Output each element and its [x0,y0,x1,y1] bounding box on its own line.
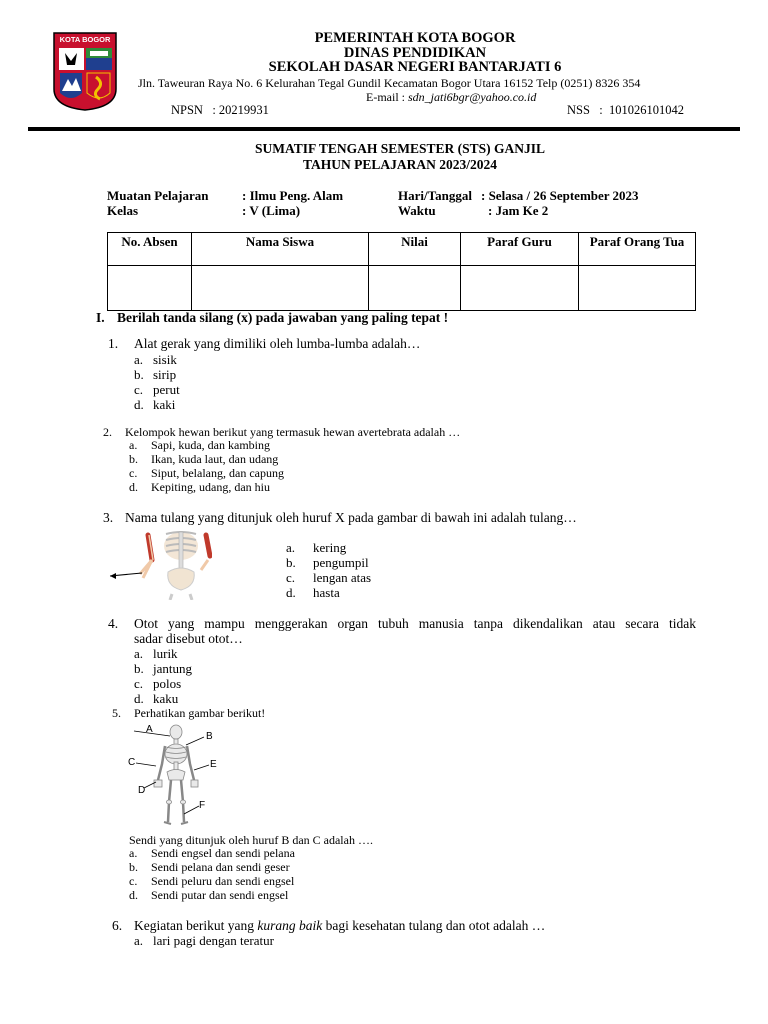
question-6-number: 6. [112,918,123,933]
time-value: : Jam Ke 2 [488,203,549,218]
time-label: Waktu [398,203,436,218]
q6-option-a[interactable]: a. lari pagi dengan teratur [134,933,274,948]
question-2-text: Kelompok hewan berikut yang termasuk hewan avertebrata adalah … [125,425,461,439]
subject-value: : Ilmu Peng. Alam [242,188,344,203]
q4-option-d[interactable]: d. kaku [134,691,179,706]
q3-option-b[interactable]: b. pengumpil [286,555,369,570]
exam-year: TAHUN PELAJARAN 2023/2024 [302,157,497,172]
question-2-number: 2. [103,425,112,439]
q3-option-d[interactable]: d. hasta [286,585,340,600]
question-3-number: 3. [103,510,114,525]
skeleton-label-f: F [199,800,206,811]
skeleton-label-d: D [138,785,146,796]
full-skeleton-figure [124,722,224,828]
section-instruction: Berilah tanda silang (x) pada jawaban yang paling tepat ! [117,310,449,325]
header-nss: NSS : 101026101042 [567,103,685,117]
question-5-number: 5. [112,706,121,720]
q5-option-d[interactable]: d. Sendi putar dan sendi engsel [129,888,289,902]
question-4-text-line2: sadar disebut otot… [134,631,243,646]
header-paraf-guru: Paraf Guru [461,233,579,266]
q4-option-b[interactable]: b. jantung [134,661,192,676]
email-address: sdn_jati6bgr@yahoo.co.id [408,90,537,104]
question-6-emphasis: kurang baik [257,918,323,933]
q2-option-d[interactable]: d. Kepiting, udang, dan hiu [129,480,270,494]
q2-option-b[interactable]: b. Ikan, kuda laut, dan udang [129,452,279,466]
question-1-number: 1. [108,336,119,351]
skeleton-label-c: C [128,757,136,768]
skeleton-label-b: B [206,731,213,742]
cell-nilai[interactable] [369,266,461,311]
question-4-number: 4. [108,616,119,631]
question-4-text-line1: Otot yang mampu menggerakan organ tubuh manusia tanpa dikendalikan atau secara tidak [134,616,696,631]
cell-no-absen[interactable] [108,266,192,311]
student-identity-table [107,232,696,311]
header-nama-siswa: Nama Siswa [192,233,369,266]
q4-option-c[interactable]: c. polos [134,676,182,691]
q5-option-c[interactable]: c. Sendi peluru dan sendi engsel [129,874,295,888]
header-address: Jln. Taweuran Raya No. 6 Kelurahan Tegal Gundil Kecamatan Bogor Utara 16152 Telp (0251) 8326 354 [138,76,641,90]
exam-title: SUMATIF TENGAH SEMESTER (STS) GANJIL [254,141,546,156]
q1-option-d[interactable]: d. kaki [134,397,176,412]
arm-skeleton-figure [108,530,212,600]
header-email [366,90,536,104]
class-label: Kelas [107,203,139,218]
table-row [108,266,696,311]
q3-option-c[interactable]: c. lengan atas [286,570,372,585]
header-nilai: Nilai [369,233,461,266]
header-department: DINAS PENDIDIKAN [343,45,487,61]
logo-text: KOTA BOGOR [59,35,111,44]
arm-bone-illustration-icon [108,530,212,600]
q3-option-a[interactable]: a. kering [286,540,347,555]
q2-option-a[interactable]: a. Sapi, kuda, dan kambing [129,438,270,452]
email-label: E-mail : [366,90,408,104]
skeleton-label-e: E [210,759,217,770]
school-logo [52,31,118,111]
q4-option-a[interactable]: a. lurik [134,646,178,661]
day-value: : Selasa / 26 September 2023 [481,188,639,203]
skeleton-label-a: A [146,724,153,735]
q1-option-b[interactable]: b. sirip [134,367,177,382]
header-government: PEMERINTAH KOTA BOGOR [314,30,516,46]
header-npsn: NPSN : 20219931 [171,103,269,117]
header-no-absen: No. Absen [108,233,192,266]
class-value: : V (Lima) [242,203,301,218]
question-5-subtext: Sendi yang ditunjuk oleh huruf B dan C adalah …. [129,833,373,847]
question-1-text: Alat gerak yang dimiliki oleh lumba-lumba adalah… [134,336,421,351]
cell-nama-siswa[interactable] [192,266,369,311]
header-paraf-orang-tua [579,233,696,266]
section-number: I. [96,310,105,325]
header-paraf-orang-tua-text: Paraf Orang Tua [589,234,685,249]
question-3-text: Nama tulang yang ditunjuk oleh huruf X pada gambar di bawah ini adalah tulang… [125,510,577,525]
q2-option-c[interactable]: c. Siput, belalang, dan capung [129,466,284,480]
cell-paraf-guru[interactable] [461,266,579,311]
question-6-text: Kegiatan berikut yang kurang baik bagi kesehatan tulang dan otot adalah … [134,918,546,933]
cell-paraf-orang-tua[interactable] [579,266,696,311]
q1-option-c[interactable]: c. perut [134,382,180,397]
q1-option-a[interactable]: a. sisik [134,352,177,367]
question-5-text: Perhatikan gambar berikut! [134,706,266,720]
day-label: Hari/Tanggal [398,188,472,203]
q5-option-a[interactable]: a. Sendi engsel dan sendi pelana [129,846,295,860]
q5-option-b[interactable]: b. Sendi pelana dan sendi geser [129,860,290,874]
table-header-row [108,233,696,266]
header-divider [28,127,740,131]
header-school-name: SEKOLAH DASAR NEGERI BANTARJATI 6 [268,59,562,75]
subject-label: Muatan Pelajaran [107,188,209,203]
